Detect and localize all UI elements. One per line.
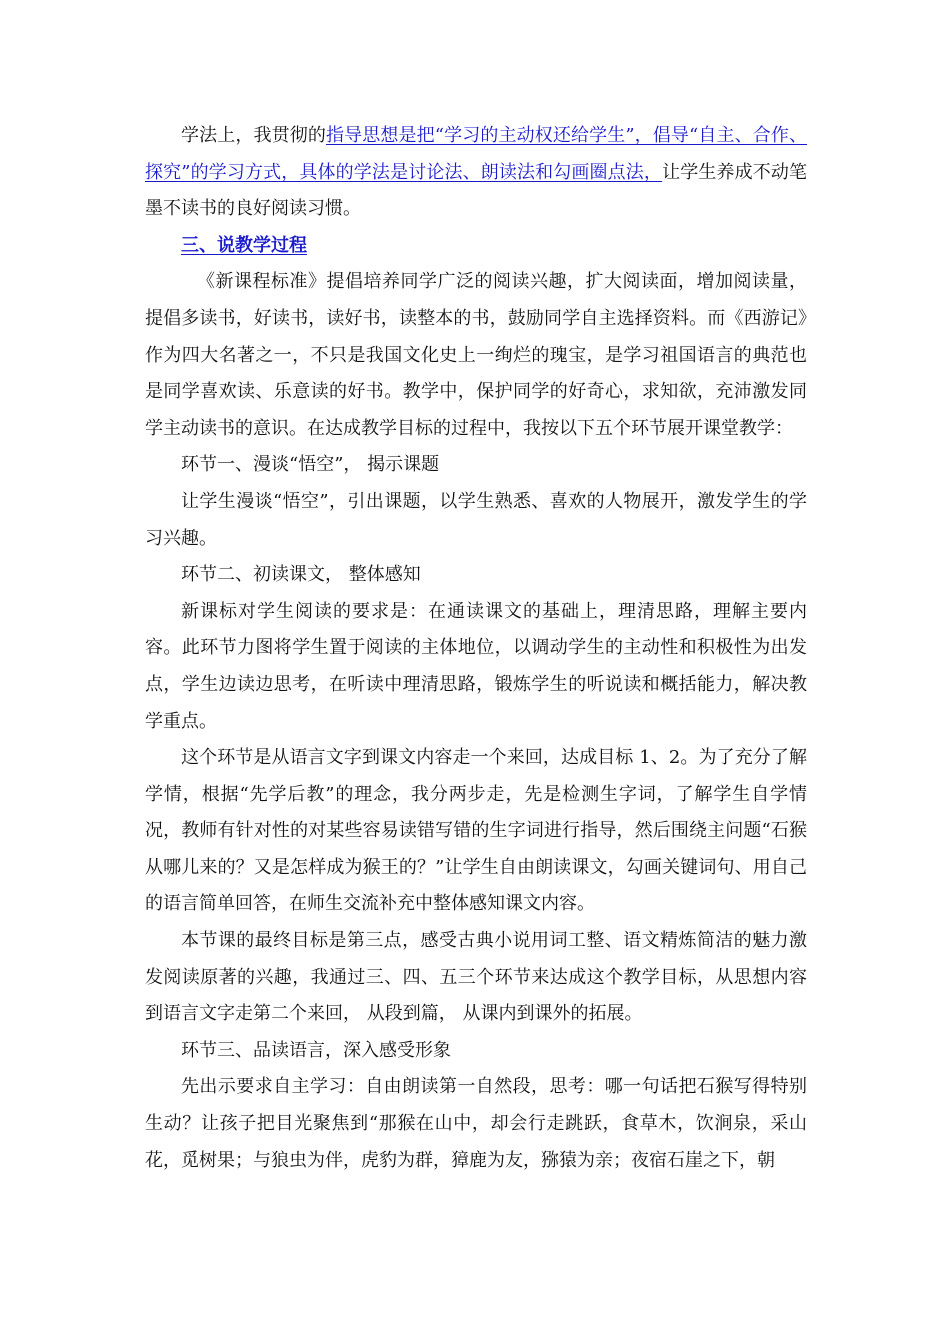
paragraph-step2-detail: 这个环节是从语言文字到课文内容走一个来回，达成目标 1、2。为了充分了解学情，根据“先学后教”的理念，我分两步走，先是检测生字词，了解学生自学情况，教师有针对性的对某些容易读错写错的生字词进行指导，然后围绕主问题“石猴从哪儿来的？又是怎样成为猴王的？”让学生自由朗读课文，勾画关键词句、用自己的语言简单回答，在师生交流补充中整体感知课文内容。: [145, 747, 807, 915]
section-heading-teaching-process: [145, 228, 807, 265]
study-method-tail: 让学生养成不动笔墨不读书的良好阅读习惯。: [145, 161, 808, 220]
study-method-lead: 学法上，我贯彻的: [181, 125, 327, 146]
step1-text: 让学生漫谈“悟空”，引出课题，以学生熟悉、喜欢的人物展开，激发学生的学习兴趣。: [145, 490, 807, 549]
document-page: [145, 118, 807, 1179]
step2-text: 新课标对学生阅读的要求是：在通读课文的基础上，理清思路，理解主要内容。此环节力图将学生置于阅读的主体地位，以调动学生的主动性和积极性为出发点，学生边读边思考，在听读中理清思路，锻炼学生的听说读和概括能力，解决教学重点。: [145, 600, 807, 732]
section-heading-link[interactable]: 三、说教学过程: [181, 234, 307, 256]
step3-text: 先出示要求自主学习：自由朗读第一自然段，思考：哪一句话把石猴写得特别生动？让孩子把目光聚焦到“那猴在山中，却会行走跳跃，食草木，饮涧泉，采山花，觅树果；与狼虫为伴，虎豹为群，獐鹿为友，猕猿为亲；夜宿石崖之下，朝: [145, 1076, 807, 1171]
step1-title: 环节一、漫谈“悟空”， 揭示课题: [181, 454, 440, 476]
step3-title: 环节三、品读语言，深入感受形象: [181, 1039, 451, 1061]
step2-title: 环节二、初读课文， 整体感知: [181, 564, 421, 586]
paragraph-curriculum-standard: 《新课程标准》提倡培养同学广泛的阅读兴趣，扩大阅读面，增加阅读量，提倡多读书，好读书，读好书，读整本的书，鼓励同学自主选择资料。而《西游记》作为四大名著之一，不只是我国文化史上一绚烂的瑰宝，是学习祖国语言的典范也是同学喜欢读、乐意读的好书。教学中，保护同学的好奇心，求知欲，充沛激发同学主动读书的意识。在达成教学目标的过程中，我按以下五个环节展开课堂教学：: [145, 271, 807, 439]
study-method-link[interactable]: 指导思想是把“学习的主动权还给学生”，倡导“自主、合作、探究”的学习方式，具体的学法是讨论法、朗读法和勾画圈点法，: [145, 125, 808, 183]
paragraph-final-goal: 本节课的最终目标是第三点，感受古典小说用词工整、语文精炼简洁的魅力激发阅读原著的兴趣，我通过三、四、五三个环节来达成这个教学目标，从思想内容到语言文字走第二个来回， 从段到篇， 从课内到课外的拓展。: [145, 930, 807, 1025]
paragraph-study-method: [145, 118, 807, 228]
